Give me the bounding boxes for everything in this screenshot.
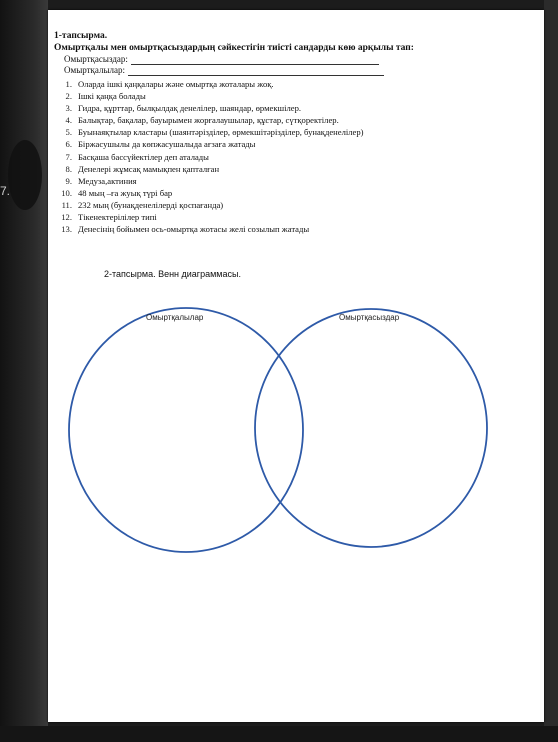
fill-line-label: Омыртқалылар: [64,65,126,75]
task1-heading: 1-тапсырма. [54,31,108,41]
task2-heading: 2-тапсырма. Венн диаграммасы. [104,269,241,279]
venn-diagram [48,10,544,722]
list-item: 5. Буынаяқтылар кластары (шаянтәрізділер, өрмекшітәрізділер, бунақденелілер) [65,127,364,138]
venn-left-label: Омыртқалылар [146,313,204,322]
list-item: 7. Басқаша бассүйектілер деп аталады [65,151,209,162]
list-item: 10. 48 мың –ға жуық түрі бар [61,187,173,198]
fill-line-label: Омыртқасыздар: [64,54,128,64]
list-item: 6. Біржасушылы да көпжасушалыда ағзаға жатады [65,139,256,150]
margin-number: 7. [0,184,11,198]
background-left-edge [0,0,48,742]
venn-right-label: Омыртқасыздар [339,313,400,322]
venn-left-circle[interactable] [69,308,303,552]
task1-instruction: Омыртқалы мен омыртқасыздардың сәйкестігін тиісті сандарды көю арқылы тап: [54,43,414,53]
background-dark-shape [8,140,42,210]
list-item: 9. Медуза,актиния [65,175,137,186]
list-item: 11. 232 мың (бунақденелілерді қоспағанда) [61,199,224,210]
background-right-edge [544,0,558,742]
background-bottom-edge [0,726,558,742]
list-item: 4. Балықтар, бақалар, бауырымен жорғалаушылар, құстар, сүтқоректілер. [65,115,339,126]
list-item: 3. Гидра, құрттар, былқылдақ денелілер, шаяндар, өрмекшілер. [65,103,302,114]
list-item: 12. Тікенектерілілер типі [61,212,157,223]
list-item: 2. Ішкі қаңқа болады [65,91,146,102]
list-item: 8. Денелері жұмсақ мамықпен қапталған [65,163,220,174]
list-item: 1. Оларда ішкі қаңқалары және омыртқа жоталары жоқ. [65,79,274,89]
list-item: 13. Денесінің бойымен ось-омыртқа жотасы желі созылып жатады [61,224,310,235]
venn-right-circle[interactable] [255,309,487,547]
